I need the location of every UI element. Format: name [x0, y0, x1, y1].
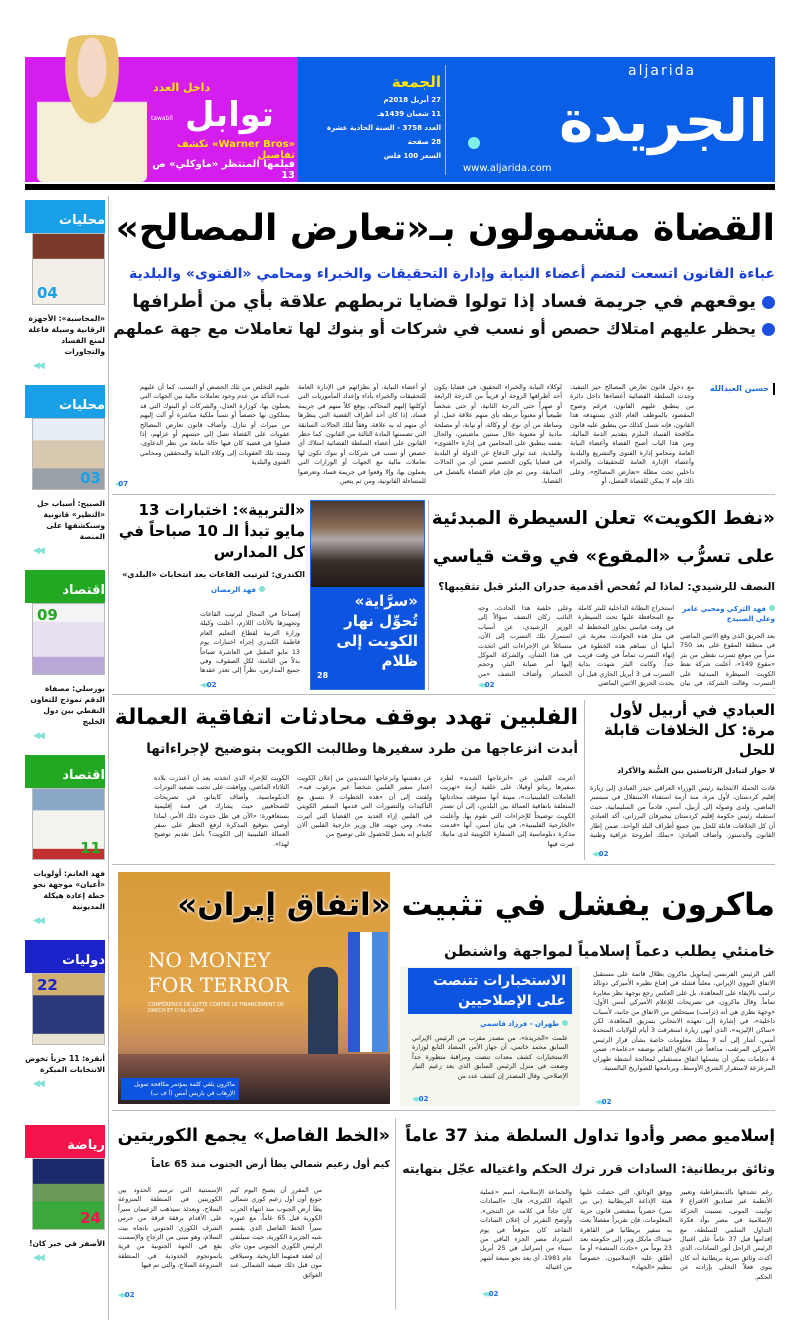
logo-dot-icon [468, 137, 480, 149]
sidebar-page-number: 04 [37, 284, 58, 302]
philippines-headline[interactable]: الفلبين تهدد بوقف محادثات اتفاقية العمالة [114, 705, 578, 730]
promo-line-2: فيلمها المنتظر «ماوكلي» ص 13 [152, 159, 295, 181]
author-name: طهران - فرزاد قاسمي [480, 1020, 559, 1028]
bullet-text: يوقعهم في جريمة فساد إذا تولوا قضايا تربطهم علاقة بأي من أطرافها [132, 291, 756, 312]
arrow-icon[interactable]: ◀◀ [33, 1253, 43, 1263]
oil-headline[interactable]: «نفط الكويت» تعلن السيطرة المبدئية [432, 508, 775, 529]
philippines-story[interactable] [112, 700, 578, 762]
divider [428, 500, 429, 690]
sidebar-caption[interactable]: الصبيح: أسباب حل «النظير» قانونية وسنكشفها على المنصة [37, 499, 105, 541]
arrow-icon: ◀◀ [412, 1095, 419, 1103]
arrow-icon[interactable]: ◀◀ [33, 361, 43, 371]
issue-number: العدد 3758 - السنة الحادية عشرة [326, 124, 441, 132]
speaker-figure [308, 967, 338, 1057]
page-ref[interactable] [200, 681, 217, 689]
sidebar-item-1[interactable] [25, 385, 105, 556]
korea-column: الإسمنتية التي ترسم الحدود بين الكوريتين في المنطقة المنزوعة السلاح، وبعدئذ سيذهب الزعيمان سيراً على الأقدام برفقة فرقة من حرس الشرف الكوري الجنوبي باتجاه بيت السلام، وهو مبنى من الزجاج والإسمنت يقع في الجهة الجنوبية من قرية بانمونجوم الحدودية في المنطقة المنزوعة السلاح، والتي تم فيها [118, 1186, 222, 1270]
sidebar-photo [32, 233, 105, 305]
page-ref-number: 28 [317, 671, 329, 680]
box-author [400, 1014, 580, 1029]
sidebar-caption[interactable]: الأصفر في خبر كان! [29, 1239, 105, 1248]
page-ref[interactable] [478, 681, 495, 689]
logo-latin: aljarida [628, 63, 697, 79]
issue-pages: 28 صفحة [407, 138, 441, 146]
issue-date-gregorian: 27 أبريل 2018م [383, 96, 441, 104]
sidebar-section-label[interactable]: دوليات [25, 940, 105, 973]
oil-subhead: النصف للرشيدي: لماذا لم تُفحص أقدمية جدران البئر قبل تثقيبها؟ [438, 581, 775, 593]
page-ref-number: 02 [488, 1290, 499, 1298]
sidebar-photo [32, 418, 105, 490]
page-ref-number: 02 [124, 1291, 135, 1299]
arrow-icon: ◀◀ [200, 681, 207, 689]
brand-block [298, 57, 775, 182]
sidebar-item-5[interactable] [25, 1125, 105, 1263]
author-name: حسين العبدالله [709, 384, 769, 393]
oil-column: وعلى خلفية هذا الحادث، وجه النائب ركان النصف سؤالاً إلى الوزير الرشيدي، عن أسباب استمرار تلك التسرب إلى الآن، متسائلاً عن الإجراءات التي اتخذت في هذا الشأن، والشركة الموكل إليها أمر صيانة البئر، وحجم الخسائر. وأضاف النصف «من [478, 604, 572, 678]
promo-line-1: «Warner Bros» تكشف تفاصيل [176, 139, 295, 161]
divider [395, 1118, 396, 1310]
issue-date-hijri: 11 شعبان 1439هـ [377, 110, 441, 118]
lead-column: أو أعضاء النيابة، أو نظرائهم في الإدارة العامة للتحقيقات والخبراء بأداء وإعداد المأموريات التي أوكلتها إليهم المحاكم، يوقع كلاً منهم في جريمة فساد، إذا كان أحد أطراف القضية التي ينظرها أي منهم له به علاقة، وفقاً لتلك الحالات السابقة التي تضمنتها المادة الثالثة من القانون. كما حظر القانون على أعضاء السلطة القضائية امتلاك أي حصص أو نسب في شركات أو بنوك تكون لها تعاملات مالية مع الجهات أو الوزارات التي يعملون بها، وإلا وقعوا في جريمة فساد وتعرضوا للمساءلة القانونية، ومن ثم يتعين [298, 383, 426, 486]
lead-bullet [112, 315, 775, 342]
arrow-icon: ◀◀ [118, 1291, 125, 1299]
philippines-column: الكويت للإجراء الذي اتخذته بعد أن اعتذرت بلاده الثلاثاء الماضي، ووافقت على تجنب تصعيد التوترات الدبلوماسية. وأضاف كايتانو، في تصريحات للصحافيين حيث يشارك في قمة إقليمية بسنغافورة: «الآن في ظل حدوث ذلك الأمر، لماذا أوصي بتوقيع المذكرة لرفع الحظر على سفر العمالة الفلبينية إلى الكويت؟ نأمل تقديم توضيح لهذا». [154, 774, 289, 848]
arrow-icon: ◀◀ [595, 1098, 602, 1106]
oil-column: استخراج البطانة الداخلية للبئر كاملة مع المحافظة عليها تحت السيطرة في وقت قياسي تجاوز المخطط له في مثل هذه الحوادث، معربة عن أملها أن تساهم هذه الخطوة في إنهاء التسرب تماماً في وقت قريب جداً. وكانت البئر شهدت بداية التسرب في 3 أبريل الجاري قبل أن يحدث الحريق الاثنين الماضي [578, 604, 674, 688]
divider [112, 694, 775, 695]
arrow-icon[interactable]: ◀◀ [33, 546, 43, 556]
bullet-icon [762, 323, 775, 336]
lead-author [700, 383, 775, 395]
sidebar-page-number: 03 [80, 469, 101, 487]
storm-photo [311, 501, 424, 587]
philippines-column: أعربت الفلبين عن «انزعاجها الشديد» لطرد سفيرها ريناتو أوفيلا، على خلفية أزمة «تهريب العاملات الفلبينيات»، مبينة أنها ستوقف محادثاتها المتعلقة باتفاقية العمالة بين البلدين، إلى أن تصدر الكويت توضيحاً للإجراءات التي تقوم بها. وأعلنت «الخارجية الفلبينية»، في بيان أمس، أنها «قدمت مذكرة دبلوماسية إلى السفارة الكويتية لدى مانيلا، عبرت فيها [440, 774, 575, 848]
masthead-rule [25, 184, 775, 190]
bullet-text: يحظر عليهم امتلاك حصص أو نسب في شركات أو بنوك لها تعاملات مع جهة عملهم [113, 319, 756, 338]
macron-body: ألقى الرئيس الفرنسي إيمانويل ماكرون بظلال قاتمة على مستقبل الاتفاق النووي الإيراني، معلناً فشله في إقناع نظيره الأميركي دونالد ترامب بالإبقاء على المعاهدة، بل على العكس رجع بوجهة نظر مغايرة تماماً. وقال ماكرون، في تصريحات للإعلام الأميركي أمس الأول: «وجهة نظري هي أنه (ترامب) سيتخلص من الاتفاق من جانبه، لأسباب داخلية»، في إشارة إلى تعهده الانتخابي بتمزيق المعاهدة. لكن «ساكن الإليزيه»، الذي أنهى زيارة استغرقت 3 أيام للولايات المتحدة أمس، أشار إلى أنه لا يملك معلومات خاصة بشأن قرار الرئيس الأميركي المرتقب، مدافعاً عن الاتفاق القائم بوصفه «دعامة»، ضمن 4 دعامات يمكن أن يشملها اتفاق مستقبلي لمعالجة أنشطة طهران المزعزعة لاستقرار الشرق الأوسط، وبرنامجها للصواريخ البالستية. [593, 970, 775, 1073]
page-ref-number: 02 [206, 681, 217, 689]
korea-headline[interactable]: «الخط الفاصل» يجمع الكوريتين [117, 1126, 390, 1146]
egypt-column: رغم تشدقها بالديمقراطية وتغيير الأنظمة عبر صناديق الاقتراع لا توابيت الموتى، تسببت الحركة الإسلامية في مصر بوأد فكرة التداول السلمي للسلطة، مع إقدامها قبل 37 عاماً على اغتيال الرئيس الراحل أنور السادات، الذي أكدت وثائق سرية بريطانية أنه كان ينوي فعلاً التخلي بإرادته عن الحكم. [680, 1188, 772, 1281]
promo-photo [37, 35, 147, 182]
photo-caption: ماكرون يلقي كلمة بمؤتمر مكافحة تمويل الإرهاب في باريس أمس (أ ف ب) [121, 1078, 239, 1100]
arrow-icon: ◀ [115, 480, 119, 488]
box-title[interactable]: الاستخبارات تتنصت على الإصلاحيين [408, 968, 572, 1014]
issue-info [298, 71, 441, 163]
flags [348, 932, 388, 1052]
page-ref-number: 02 [484, 681, 495, 689]
lead-column: لوكلاء النيابة والخبراء التحقيق، في قضايا يكون أحد أطرافها الزوجة أو قريباً من الدرجة الرابعة أو صهراً حتى الدرجة الثانية، أو حتى شخصاً طبيعياً أو معنوياً تربطه بأي منهم علاقة عمل، أو وساطة من أي نوع، أو وكالة، أو نيابة، أو مصلحة مادية أو معنوية خلال سنتين ماضيتين، والحال نفسه ينطبق على المحامين في إدارة «الفتوى» والبلدية، عند تولي الدفاع عن الدولة أو البلدية في قضايا يكون الخصم ضمن أي من الحالات السابقة. ومن ثم فإن قيام القضاة بالفصل في القضايا، [434, 383, 562, 486]
abadi-story[interactable] [590, 700, 775, 780]
sidebar-section-label[interactable]: محليات [25, 385, 105, 418]
sidebar-page-number: 09 [37, 606, 58, 624]
sidebar-caption[interactable]: فهد الغانم: أولويات «أعيان» موجهة نحو خطة إعادة هيكلة المديونية [32, 869, 105, 911]
dot-icon [769, 605, 775, 611]
philippines-column: عن دهشتها وانزعاجها الشديدين من إعلان الكويت اعتبار سفير الفلبين شخصاً غير مرغوب فيه». ولفتت إلى أن «هذه الخطوات لا تتسق مع التأكيدات والتصورات التي قدمها السفير الكويتي في الفلبين إزاء العديد من القضايا التي أثيرت معه». ومن جهته، قال وزير خارجية الفلبين آلان كايتانو إنه يعمل للحصول على توضيح من [297, 774, 432, 839]
page-ref[interactable] [115, 480, 128, 488]
photo-promo-caption [311, 587, 424, 689]
sidebar-caption[interactable]: أنقرة: 11 حزباً تخوض الانتخابات المبكرة [25, 1054, 105, 1074]
lead-column: عليهم التخلص من تلك الحصص أو النسب، كما أن عليهم عبء التأكد من عدم وجود تعاملات مالية بين الجهات التي يعملون بها، كوزارة العدل، والشركات أو البنوك التي قد يمتلكون بها حصصاً أو نسباً ملكية مباشرة أو آلت إليهم من ميراث أو تنازل. وأضاف قانون تعارض المصالح عقوبات على القضاة تصل إلى حبسهم أو عزلهم، إذا فصلوا في قضية كان فيها حالة مانعة من نظر الدعاوى، وتمتد تلك العقوبات إلى وكلاء النيابة والمحققين ومحامي الفتوى والبلدية [140, 383, 290, 467]
intelligence-box[interactable] [400, 966, 580, 1106]
education-body: إفساحاً في المجال لترتيب القاعات وتجهيزها بالأثاث اللازم، أعلنت وكيلة وزارة التربية لقطاع التعليم العام فاطمة الكندري إجراء اختبارات يوم 13 مايو المقبل في العاشرة صباحاً بدلاً من الثامنة، لكل الصفوف، وفي جميع المدارس، نظراً إلى تعذر عقدها [200, 610, 300, 675]
divider [112, 494, 775, 495]
egypt-column: ووفق الوثائق، التي حصلت عليها هيئة الإذاعة البريطانية (بي بي سي) حصرياً بمقتضى قانون حرية المعلومات، فإن تقريراً مفصلاً بعث به سفير بريطانيا في القاهرة حينذاك مايكل وير، إلى حكومته بعد 23 يوماً من «حادث المنصة» أو ما أطلق عليه الإسلاميون، خصوصاً تنظيم «الجهاد» [580, 1188, 672, 1272]
abadi-body: قادت الحملة الانتخابية رئيس الوزراء العراقي حيدر العبادي إلى زيارة إقليم كردستان، لأول مرة، منذ أزمة استفتاء الاستقلال في سبتمبر الماضي. ولدى وصوله إلى أربيل، أمس، قادماً من السليمانية، حيث استقبله رئيس حكومة إقليم كردستان نيجيرفان البرزاني، أكد العبادي أن كل الخلافات قابلة للحل بين جميع أطراف البلد الواحد، ضمن إطار القانون والدستور. وأضاف العبادي: «نملك أطروحة عراقية وطنية [590, 784, 775, 840]
philippines-subhead: أبدت انزعاجها من طرد سفيرها وطالبت الكويت بتوضيح لإجراءاتها [146, 741, 578, 757]
arrow-icon: ◀◀ [592, 850, 599, 858]
promo-inside-label: داخل العدد [153, 81, 211, 94]
arrow-icon: ◀◀ [478, 681, 485, 689]
sidebar-photo [32, 973, 105, 1045]
oil-story[interactable] [432, 500, 775, 598]
photo-sign [148, 948, 289, 998]
korea-column: من المقرر أن يصبح اليوم كيم جونغ أون أول زعيم كوري شمالي يطأ أرض الجنوب منذ انتهاء الحرب الكورية قبل 65 عاماً، مع عبوره سيراً الخط الفاصل الذي يقسم شبه الجزيرة الكورية، حيث سيلتقي الرئيس الكوري الجنوبي مون جاي إن لعقد قمتهما التاريخية. وسيلاقي مون قبل ذلك ضيفه الشمالي عند العوائق [230, 1186, 322, 1279]
page-ref[interactable] [118, 1291, 135, 1299]
divider [112, 864, 775, 865]
box-body: علمت «الجريدة»، من مصدر مقرب من الرئيس الإيراني السابق محمد خاتمي، أن جهاز الأمن المضاد التابع لوزارة الاستخبارات كشف معدات تنصت ومراقبة متطورة جداً وضعت في منزل الرئيس السابق الذي يعد زعيم التيار الإصلاحي. وقال المصدر إن كشف عدد من [412, 1034, 568, 1080]
caption-text: «سرَّاية» تُحوِّل نهار الكويت إلى ظلام [336, 592, 418, 670]
page-ref-number: 02 [601, 1098, 612, 1106]
divider [445, 65, 446, 175]
page-ref[interactable] [412, 1095, 429, 1103]
author-name: فهد الرمضان [211, 586, 256, 594]
oil-column: بعد الحريق الذي وقع الاثنين الماضي في منطقة المقوع على بعد 750 متراً من موقع تسرب نفطي من بئر «مقوع 149»، أعلنت شركة نفط الكويت السيطرة المبدئية على التسرب. وقالت الشركة، في بيان [680, 632, 775, 688]
sidebar-photo [32, 788, 105, 860]
sidebar-caption[interactable]: «المحاسبة»: الأجهزة الرقابية وسيلة فاعلة لمنع الفساد والتجاوزات [28, 314, 105, 356]
macron-subhead: خامنئي يطلب دعماً إسلامياً لمواجهة واشنطن [444, 942, 775, 960]
lead-subhead: عباءة القانون اتسعت لتضم أعضاء النيابة وإدارة التحقيقات والخبراء ومحامي «الفتوى» والبلدية [129, 266, 775, 282]
education-story[interactable] [112, 500, 305, 595]
page-ref[interactable] [592, 850, 609, 858]
page-ref[interactable] [482, 1290, 499, 1298]
egypt-headline[interactable]: إسلاميو مصر وأدوا تداول السلطة منذ 37 عاماً [405, 1126, 775, 1145]
promo-section-latin: tawabil [151, 115, 173, 122]
dot-icon [562, 1020, 568, 1026]
sidebar-item-2[interactable] [25, 570, 105, 741]
photo-sign-line: FOR TERROR [148, 973, 290, 997]
macron-story[interactable] [172, 878, 775, 932]
arrow-icon[interactable]: ◀◀ [33, 916, 43, 926]
sidebar-photo [32, 603, 105, 675]
sidebar-page-number: 11 [80, 839, 101, 857]
sidebar-section-label[interactable]: اقتصاد [25, 755, 105, 788]
sidebar-divider [108, 196, 109, 1320]
divider [584, 700, 585, 860]
education-headline[interactable]: «التربية»: اختبارات 13 مايو تبدأ الـ 10 صباحاً في كل المدارس [118, 501, 305, 561]
issue-price: السعر 100 فلس [383, 152, 441, 160]
page-ref-number: 02 [418, 1095, 429, 1103]
page-ref[interactable] [595, 1098, 612, 1106]
sidebar-item-0[interactable] [25, 200, 105, 371]
egypt-column: والجماعة الإسلامية، اسم «عملية الجهاد الكبرى»، قال: «السادات كان جاداً في كلامه عن التنحي». وأوضح التقرير أن إعلان السادات التقاعد كان متوقعاً في يوم استرداد مصر الجزء الباقي من سيناء من إسرائيل في 25 أبريل عام 1981، أي بعد نحو سبعة أشهر من اغتياله [480, 1188, 572, 1272]
arrow-icon[interactable]: ◀◀ [33, 731, 43, 741]
lead-story[interactable] [112, 198, 775, 342]
page-ref-number: 07 [118, 480, 129, 488]
sidebar-item-3[interactable] [25, 755, 105, 926]
sidebar-item-4[interactable] [25, 940, 105, 1089]
lead-headline[interactable]: القضاة مشمولون بـ«تعارض المصالح» [115, 208, 775, 249]
sidebar-caption[interactable]: بورسلي: مصفاة الدقم نموذج للتعاون النفطي بين دول الخليج [30, 684, 105, 726]
website-link[interactable]: www.aljarida.com [463, 163, 552, 174]
sidebar-section-label[interactable]: رياضة [25, 1125, 105, 1158]
korea-story[interactable] [112, 1118, 390, 1176]
masthead [25, 57, 775, 182]
issue-day: الجمعة [391, 73, 441, 91]
inside-issue-promo[interactable] [25, 57, 298, 182]
abadi-headline[interactable]: العبادي في أربيل لأول مرة: كل الخلافات قابلة للحل [603, 701, 775, 759]
promo-section-title: توابل [185, 95, 274, 135]
egypt-story[interactable] [402, 1118, 775, 1184]
oil-headline[interactable]: على تسرُّب «المقوع» في وقت قياسي [432, 546, 775, 567]
lead-column: مع دخول قانون تعارض المصالح حيز التنفيذ، وجدت السلطة القضائية أعضاءها داخل دائرة من ينطبق عليهم القانون، فرغم وضوح المقصود بالموظف العام الذي يستهدفه هذا القانون، فإنه شمل كذلك من ينطبق عليه قانون مكافحة الفساد الملزم بتقديم الذمة المالية، ومن هذا الباب أصبح القضاة وأعضاء النيابة العامة ومحامو إدارة الفتوى والتشريع والبلدية وأعضاء الإدارة العامة للتحقيقات والخبراء داخلين تحت مظلة «تعارض المصالح». وعلى ذلك فإنه لا يمكن للقضاة الفصل، أو [570, 383, 694, 486]
lead-bullet [112, 288, 775, 315]
abadi-subhead: لا حوار لتبادل الرئاستين بين السُّنة والأكراد [617, 766, 775, 775]
photo-sign-line: NO MONEY [148, 948, 271, 972]
egypt-subhead: وثائق بريطانية: السادات قرر ترك الحكم واغتياله عجّل بنهايته [402, 1161, 775, 1176]
oil-author [680, 604, 775, 624]
macron-headline[interactable]: ماكرون يفشل في تثبيت «اتفاق إيران» [177, 887, 775, 923]
newspaper-logo[interactable]: الجريدة [558, 87, 768, 155]
photo-promo[interactable] [310, 500, 425, 690]
sidebar-page-number: 22 [37, 976, 58, 994]
bullet-icon [762, 296, 775, 309]
education-author [112, 585, 305, 595]
korea-subhead: كيم أول زعيم شمالي يطأ أرض الجنوب منذ 65 عاماً [151, 1159, 390, 1170]
page-ref-number: 02 [598, 850, 609, 858]
dot-icon [259, 586, 265, 592]
sidebar-section-label[interactable]: اقتصاد [25, 570, 105, 603]
divider [112, 1110, 775, 1111]
sidebar-photo [32, 1158, 105, 1230]
author-name: فهد التركي ومحيي عامر وعلي الصنيدح [682, 605, 775, 623]
sidebar-page-number: 24 [80, 1209, 101, 1227]
arrow-icon: ◀◀ [482, 1290, 489, 1298]
arrow-icon[interactable]: ◀◀ [33, 1079, 43, 1089]
sidebar-section-label[interactable]: محليات [25, 200, 105, 233]
photo-sign-line: CONFÉRENCE DE LUTTE CONTRE LE FINANCEMENT DE DAECH ET D'AL-QAÏDA [148, 1002, 285, 1014]
education-subhead: الكندري: لترتيب القاعات بعد انتخابات «البلدي» [122, 570, 305, 579]
